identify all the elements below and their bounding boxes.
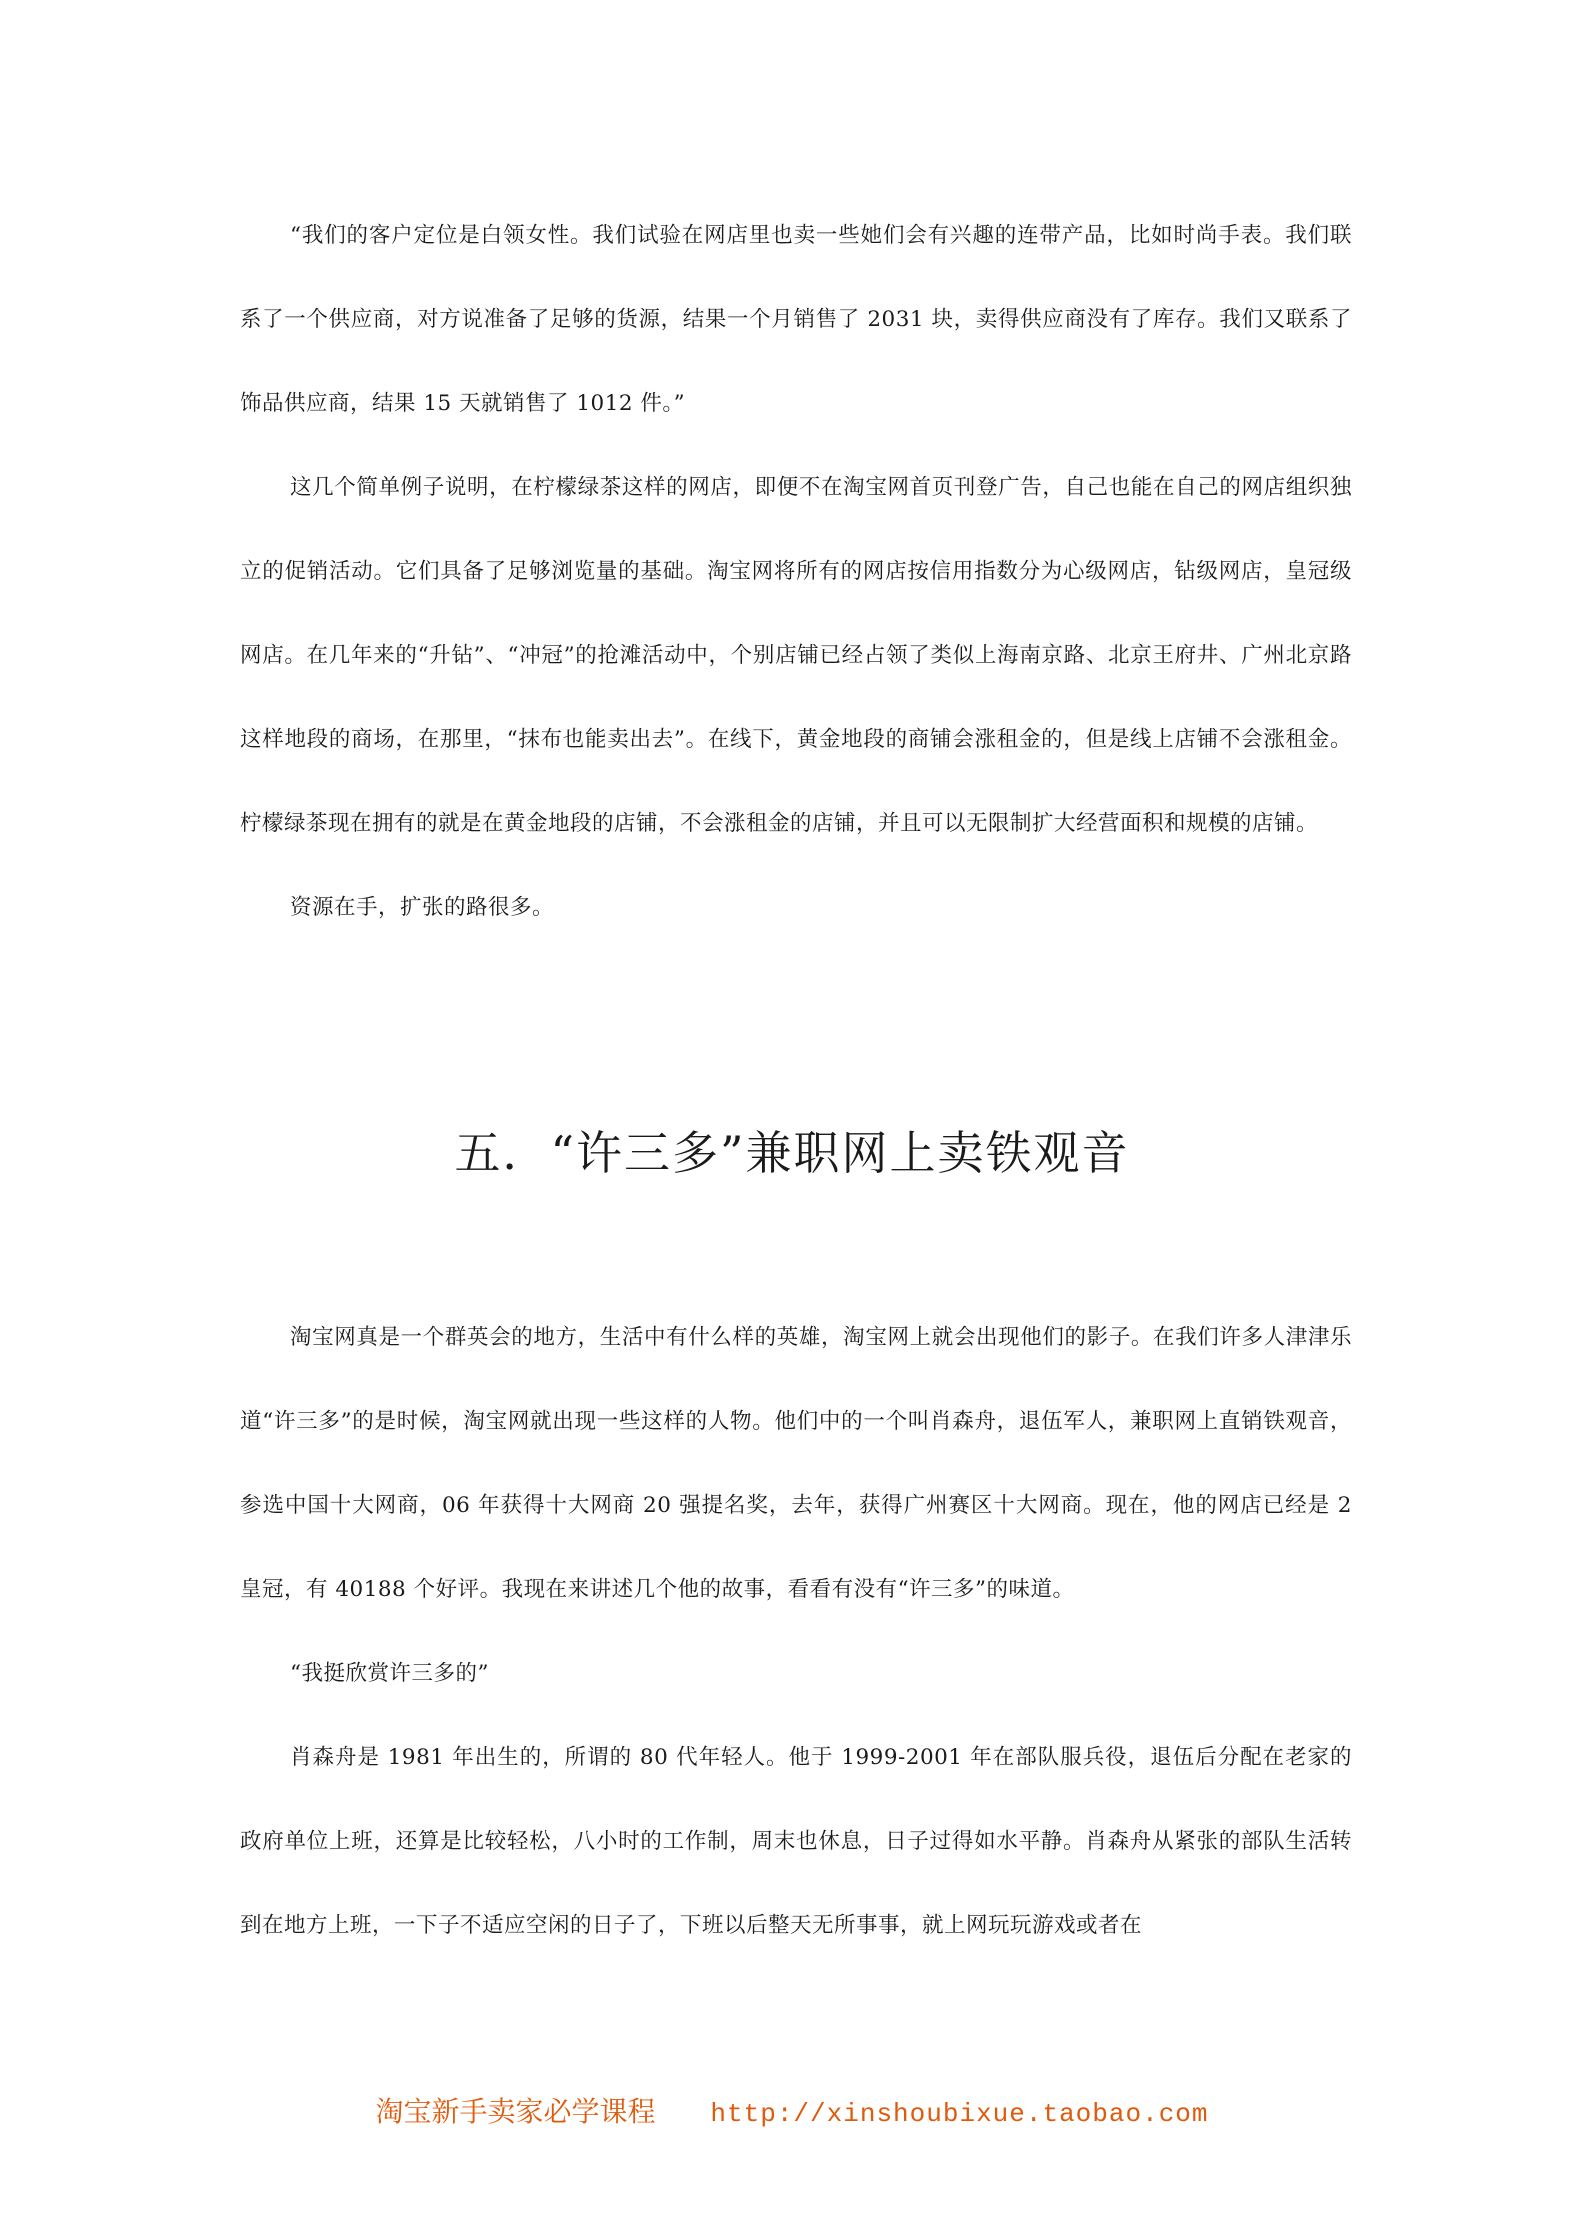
paragraph-subheading: “我挺欣赏许三多的” [290,1661,489,1686]
body-text-bottom [240,1296,1352,1968]
section-heading: 五．“许三多”兼职网上卖铁观音 [454,1126,1130,1180]
page-footer [0,2090,1584,2136]
paragraph: 资源在手，扩张的路很多。 [290,895,555,920]
paragraph: 淘宝网真是一个群英会的地方，生活中有什么样的英雄，淘宝网上就会出现他们的影子。在我们许多人津津乐道“许三多”的是时候，淘宝网就出现一些这样的人物。他们中的一个叫肖森舟，退伍军人，兼职网上直销铁观音，参选中国十大网商，06 年获得十大网商 20 强提名奖，去年，获得广州赛区十大网商。现在，他的网店已经是 2 皇冠，有 40188 个好评。我现在来讲述几个他的故事，看看有没有“许三多”的味道。 [240,1325,1352,1602]
paragraph: “我们的客户定位是白领女性。我们试验在网店里也卖一些她们会有兴趣的连带产品，比如时尚手表。我们联系了一个供应商，对方说准备了足够的货源，结果一个月销售了 2031 块，卖得供应商没有了库存。我们又联系了饰品供应商，结果 15 天就销售了 1012 件。” [240,223,1352,416]
paragraph: 这几个简单例子说明，在柠檬绿茶这样的网店，即便不在淘宝网首页刊登广告，自己也能在自己的网店组织独立的促销活动。它们具备了足够浏览量的基础。淘宝网将所有的网店按信用指数分为心级网店，钻级网店，皇冠级网店。在几年来的“升钻”、“冲冠”的抢滩活动中，个别店铺已经占领了类似上海南京路、北京王府井、广州北京路这样地段的商场，在那里，“抹布也能卖出去”。在线下，黄金地段的商铺会涨租金的，但是线上店铺不会涨租金。柠檬绿茶现在拥有的就是在黄金地段的店铺，不会涨租金的店铺，并且可以无限制扩大经营面积和规模的店铺。 [240,475,1352,836]
footer-shop-url[interactable]: http://xinshoubixue.taobao.com [710,2099,1209,2129]
body-text-top [240,194,1352,950]
paragraph: 肖森舟是 1981 年出生的，所谓的 80 代年轻人。他于 1999-2001 年在部队服兵役，退伍后分配在老家的政府单位上班，还算是比较轻松，八小时的工作制，周末也休息，日子过得如水平静。肖森舟从紧张的部队生活转到在地方上班，一下子不适应空闲的日子了，下班以后整天无所事事，就上网玩玩游戏或者在 [240,1745,1352,1938]
footer-shop-name: 淘宝新手卖家必学课程 [375,2095,656,2128]
